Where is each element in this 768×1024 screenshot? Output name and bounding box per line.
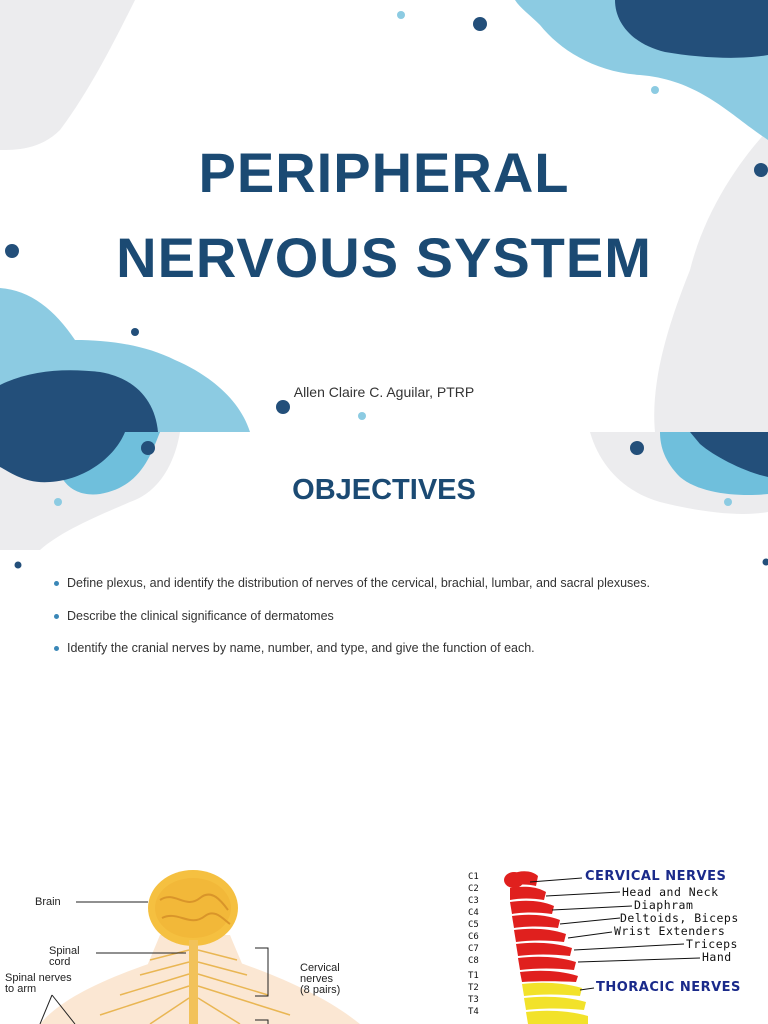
level-label: C2 — [468, 884, 479, 894]
spinal-cord-label-1: Spinal — [49, 945, 80, 957]
author-name: Allen Claire C. Aguilar, PTRP — [293, 384, 475, 400]
nerve-target-label: Deltoids, Biceps — [620, 911, 739, 925]
list-item — [52, 576, 650, 590]
level-label: C3 — [468, 896, 479, 906]
level-label: T2 — [468, 983, 479, 993]
thoracic-nerves-heading: THORACIC NERVES — [596, 980, 741, 995]
decorative-background — [0, 0, 768, 432]
nerve-target-label: Head and Neck — [622, 885, 719, 899]
cervical-nerves-label-3: (8 pairs) — [300, 984, 341, 996]
level-label: T1 — [468, 971, 479, 981]
nerves-figure-slide — [0, 840, 768, 1024]
level-label: T3 — [468, 995, 479, 1005]
spinal-cord-label-2: cord — [49, 956, 71, 968]
cervical-nerves-heading: CERVICAL NERVES — [585, 869, 727, 884]
title-slide — [0, 0, 768, 432]
objective-text: Define plexus, and identify the distribution of nerves of the cervical, brachial, lumbar, and sacral plexuses. — [67, 576, 650, 590]
cervical-nerves-label-2: nerves — [300, 973, 334, 985]
objective-text: Identify the cranial nerves by name, number, and type, and give the function of each. — [67, 641, 535, 655]
level-label: C6 — [468, 932, 479, 942]
objectives-list — [52, 576, 650, 674]
list-item — [52, 641, 650, 655]
title-line-2: NERVOUS SYSTEM — [116, 226, 652, 289]
bullet-icon — [54, 614, 59, 619]
level-label: T4 — [468, 1007, 479, 1017]
list-item — [52, 609, 650, 623]
cervical-nerves-label-1: Cervical — [300, 962, 340, 974]
bullet-icon — [54, 581, 59, 586]
level-label: C8 — [468, 956, 479, 966]
nerve-target-label: Hand — [702, 950, 732, 964]
title-line-1: PERIPHERAL — [198, 141, 570, 204]
level-label: C7 — [468, 944, 479, 954]
nerve-target-label: Triceps — [686, 937, 738, 951]
spinal-nerves-label-2: to arm — [5, 983, 37, 995]
bullet-icon — [54, 646, 59, 651]
brain-label: Brain — [35, 896, 61, 908]
level-label: C4 — [468, 908, 479, 918]
level-label: C5 — [468, 920, 479, 930]
spinal-nerves-label-1: Spinal nerves — [5, 972, 72, 984]
brain-spinal-cord-illustration — [0, 840, 380, 1024]
level-label: C1 — [468, 872, 479, 882]
nerve-target-label: Wrist Extenders — [614, 924, 726, 938]
objectives-title: OBJECTIVES — [292, 474, 476, 506]
nerve-target-label: Diaphram — [634, 898, 694, 912]
objectives-slide — [0, 432, 768, 840]
objective-text: Describe the clinical significance of dermatomes — [67, 608, 334, 623]
